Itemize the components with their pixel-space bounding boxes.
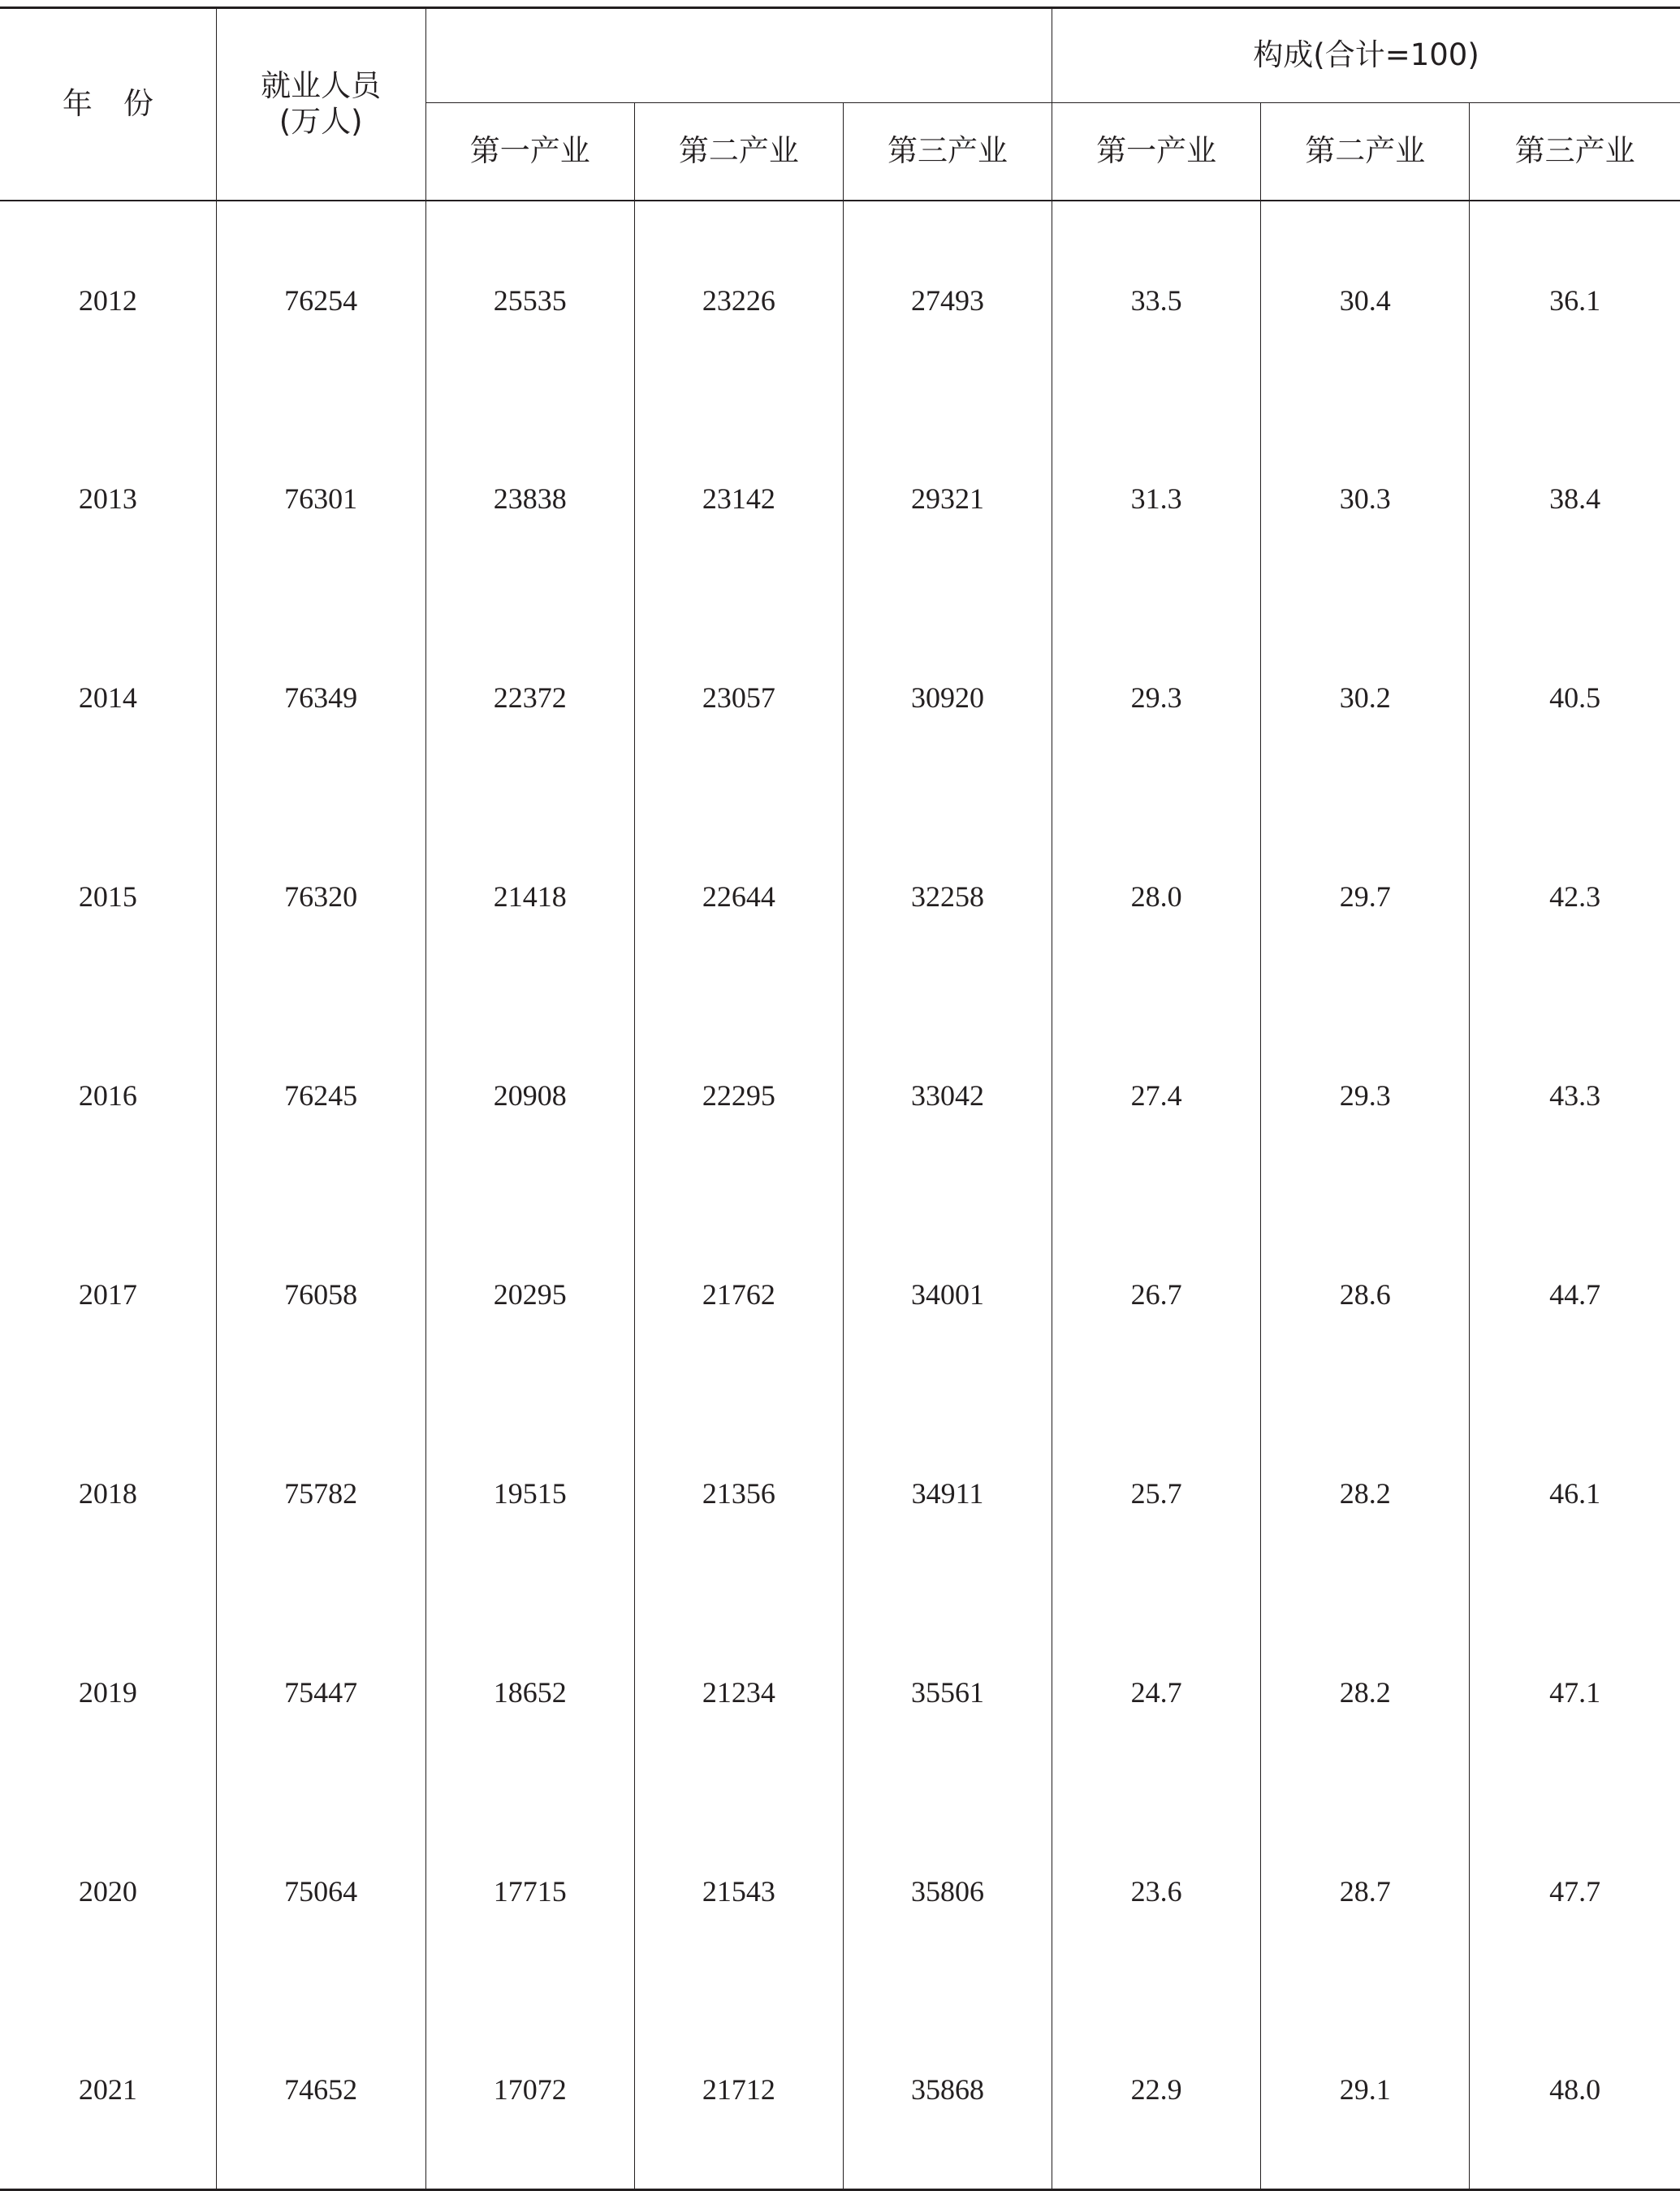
cell-tertiary-industry: 27493 <box>843 201 1052 400</box>
header-secondary-share: 第二产业 <box>1261 103 1470 201</box>
cell-tertiary-industry: 35868 <box>843 1991 1052 2190</box>
header-tertiary-industry: 第三产业 <box>843 103 1052 201</box>
cell-employed-total: 76301 <box>216 400 425 599</box>
cell-primary-industry: 20295 <box>425 1195 634 1394</box>
header-row-top <box>0 8 1680 103</box>
employment-table-container <box>0 6 1680 2191</box>
cell-secondary-industry: 21712 <box>634 1991 843 2190</box>
cell-year: 2013 <box>0 400 216 599</box>
table-row <box>0 201 1680 400</box>
cell-secondary-share: 28.2 <box>1261 1593 1470 1792</box>
cell-tertiary-share: 47.7 <box>1549 1875 1601 1908</box>
table-row <box>0 400 1680 599</box>
cell-secondary-industry: 21234 <box>634 1593 843 1792</box>
cell-secondary-industry: 21543 <box>634 1792 843 1991</box>
year-header-char2: 份 <box>123 86 153 122</box>
cell-employed-total: 76058 <box>216 1195 425 1394</box>
cell-primary-share: 29.3 <box>1052 599 1261 797</box>
cell-primary-share: 33.5 <box>1052 201 1261 400</box>
table-row <box>0 1195 1680 1394</box>
table-row <box>0 1991 1680 2190</box>
employed-header-line1: 就业人员 <box>261 67 382 103</box>
cell-secondary-share: 30.3 <box>1261 400 1470 599</box>
cell-secondary-share: 29.7 <box>1261 797 1470 996</box>
cell-primary-share: 28.0 <box>1052 797 1261 996</box>
cell-year: 2012 <box>0 201 216 400</box>
cell-tertiary-share: 44.7 <box>1549 1278 1601 1311</box>
cell-primary-share: 22.9 <box>1052 1991 1261 2190</box>
cell-secondary-industry: 23142 <box>634 400 843 599</box>
cell-secondary-share: 29.1 <box>1261 1991 1470 2190</box>
cell-employed-total: 76320 <box>216 797 425 996</box>
employed-by-industry-group-header <box>425 8 1052 103</box>
cell-primary-industry: 19515 <box>425 1394 634 1593</box>
cell-tertiary-share: 47.1 <box>1549 1676 1601 1709</box>
header-secondary-industry: 第二产业 <box>634 103 843 201</box>
cell-tertiary-share: 48.0 <box>1470 1991 1680 2190</box>
cell-year: 2020 <box>0 1792 216 1991</box>
cell-secondary-industry: 23057 <box>634 599 843 797</box>
cell-secondary-industry: 23226 <box>634 201 843 400</box>
cell-year: 2017 <box>0 1195 216 1394</box>
cell-secondary-industry: 21762 <box>634 1195 843 1394</box>
cell-secondary-industry: 22295 <box>634 996 843 1195</box>
cell-tertiary-share: 36.1 <box>1549 283 1601 317</box>
cell-tertiary-industry: 35806 <box>843 1792 1052 1991</box>
cell-primary-industry: 18652 <box>425 1593 634 1792</box>
cell-primary-share: 25.7 <box>1052 1394 1261 1593</box>
cell-employed-total: 76254 <box>216 201 425 400</box>
cell-primary-share: 26.7 <box>1052 1195 1261 1394</box>
table-row <box>0 797 1680 996</box>
employed-header <box>216 8 425 201</box>
header-primary-share: 第一产业 <box>1052 103 1261 201</box>
cell-primary-industry: 25535 <box>425 201 634 400</box>
cell-secondary-share: 29.3 <box>1261 996 1470 1195</box>
cell-tertiary-industry: 35561 <box>843 1593 1052 1792</box>
cell-primary-industry: 23838 <box>425 400 634 599</box>
table-header <box>0 8 1680 201</box>
cell-secondary-share: 28.7 <box>1261 1792 1470 1991</box>
cell-tertiary-share: 46.1 <box>1549 1477 1601 1510</box>
cell-secondary-share: 28.2 <box>1261 1394 1470 1593</box>
cell-year: 2016 <box>0 996 216 1195</box>
cell-secondary-industry: 22644 <box>634 797 843 996</box>
year-header-char1: 年 <box>62 86 93 122</box>
cell-employed-total: 76349 <box>216 599 425 797</box>
cell-primary-share: 31.3 <box>1052 400 1261 599</box>
cell-primary-share: 23.6 <box>1052 1792 1261 1991</box>
cell-tertiary-share: 40.5 <box>1549 681 1601 714</box>
cell-secondary-industry: 21356 <box>634 1394 843 1593</box>
table-row <box>0 1593 1680 1792</box>
cell-primary-industry: 17072 <box>425 1991 634 2190</box>
cell-primary-industry: 22372 <box>425 599 634 797</box>
employed-header-unit: (万人) <box>279 104 363 140</box>
composition-header: 构成(合计=100) <box>1052 8 1680 103</box>
cell-primary-share: 27.4 <box>1052 996 1261 1195</box>
cell-primary-industry: 17715 <box>425 1792 634 1991</box>
cell-tertiary-industry: 30920 <box>843 599 1052 797</box>
cell-year: 2015 <box>0 797 216 996</box>
header-primary-industry: 第一产业 <box>425 103 634 201</box>
cell-employed-total: 76245 <box>216 996 425 1195</box>
cell-tertiary-industry: 33042 <box>843 996 1052 1195</box>
table-row <box>0 996 1680 1195</box>
cell-tertiary-industry: 34911 <box>843 1394 1052 1593</box>
cell-year: 2021 <box>0 1991 216 2190</box>
cell-employed-total: 75064 <box>216 1792 425 1991</box>
table-row <box>0 1792 1680 1991</box>
cell-tertiary-industry: 32258 <box>843 797 1052 996</box>
cell-year: 2018 <box>0 1394 216 1593</box>
cell-primary-industry: 21418 <box>425 797 634 996</box>
header-tertiary-share: 第三产业 <box>1470 103 1680 201</box>
cell-tertiary-share: 38.4 <box>1549 482 1601 515</box>
table-row <box>0 1394 1680 1593</box>
cell-employed-total: 75447 <box>216 1593 425 1792</box>
employment-by-industry-table <box>0 6 1680 2191</box>
cell-secondary-share: 28.6 <box>1261 1195 1470 1394</box>
year-header <box>0 8 216 201</box>
cell-primary-share: 24.7 <box>1052 1593 1261 1792</box>
cell-tertiary-industry: 34001 <box>843 1195 1052 1394</box>
cell-primary-industry: 20908 <box>425 996 634 1195</box>
cell-secondary-share: 30.2 <box>1261 599 1470 797</box>
cell-secondary-share: 30.4 <box>1261 201 1470 400</box>
cell-tertiary-industry: 29321 <box>843 400 1052 599</box>
cell-employed-total: 74652 <box>216 1991 425 2190</box>
cell-tertiary-share: 42.3 <box>1549 880 1601 913</box>
cell-tertiary-share: 43.3 <box>1549 1079 1601 1112</box>
table-body <box>0 201 1680 2190</box>
cell-year: 2014 <box>0 599 216 797</box>
cell-year: 2019 <box>0 1593 216 1792</box>
cell-employed-total: 75782 <box>216 1394 425 1593</box>
table-row <box>0 599 1680 797</box>
